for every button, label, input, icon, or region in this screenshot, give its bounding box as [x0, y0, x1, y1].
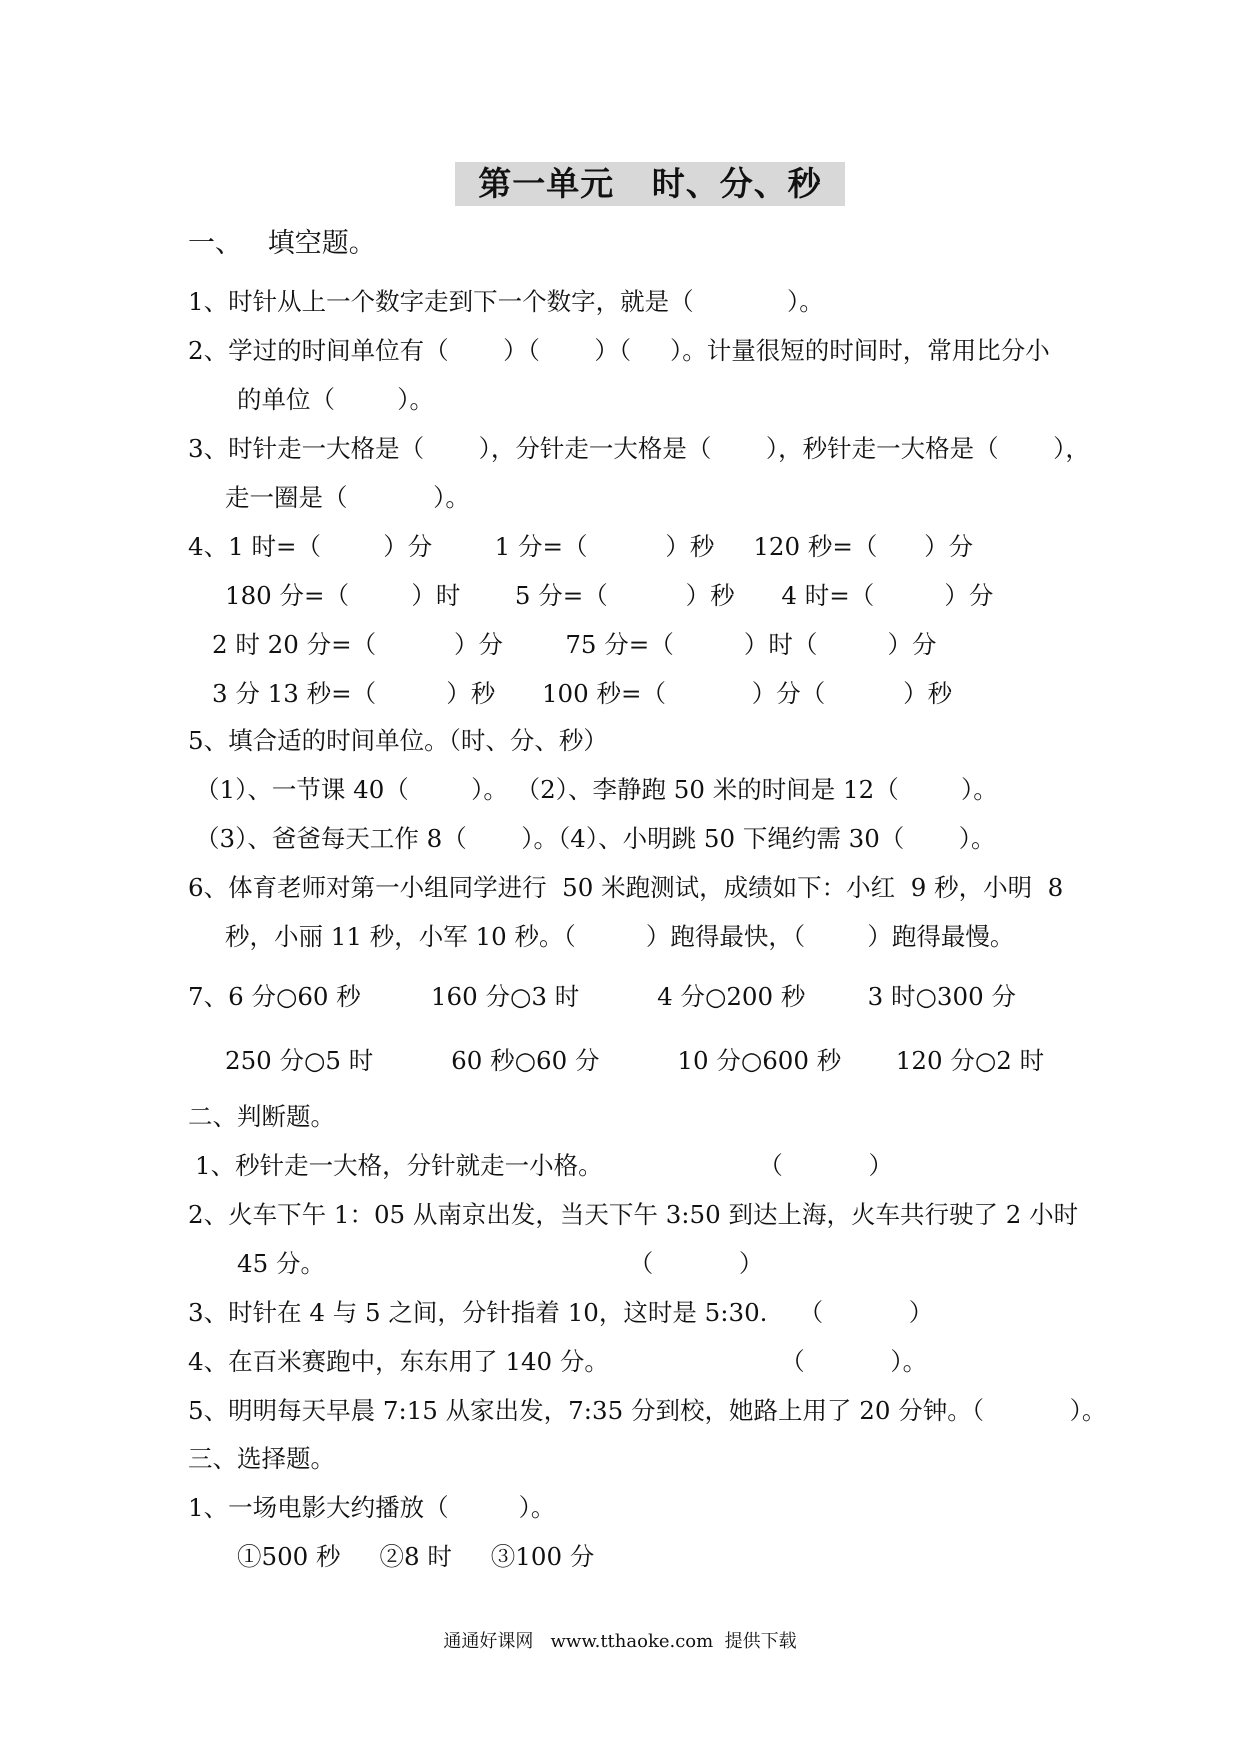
question-line: （3）、爸爸每天工作 8（ ）。（4）、小明跳 50 下绳约需 30（ ）。	[195, 824, 996, 853]
question-line: 3 分 13 秒=（ ）秒 100 秒=（ ）分（ ）秒	[212, 679, 953, 708]
question-line: 5、明明每天早晨 7:15 从家出发，7:35 分到校，她路上用了 20 分钟。（ ）。	[188, 1396, 1107, 1425]
question-line: 6、体育老师对第一小组同学进行 50 米跑测试，成绩如下：小红 9 秒，小明 8	[188, 873, 1064, 902]
question-line: 1、秒针走一大格，分针就走一小格。 （ ）	[195, 1151, 894, 1180]
question-line: 2、火车下午 1：05 从南京出发，当天下午 3:50 到达上海，火车共行驶了 2 小时	[188, 1200, 1079, 1229]
question-line: 走一圈是（ ）。	[225, 483, 470, 512]
question-line: 45 分。 （ ）	[237, 1249, 764, 1278]
answer-options: ①500 秒 ②8 时 ③100 分	[237, 1542, 595, 1571]
question-line: 250 分○5 时 60 秒○60 分 10 分○600 秒 120 分○2 时	[225, 1046, 1045, 1075]
section-heading-true-false: 二、判断题。	[188, 1102, 335, 1131]
question-line: 4、在百米赛跑中，东东用了 140 分。 （ ）。	[188, 1347, 928, 1376]
question-line: 3、时针在 4 与 5 之间，分针指着 10，这时是 5:30. （ ）	[188, 1298, 934, 1327]
question-line: （1）、一节课 40（ ）。 （2）、李静跑 50 米的时间是 12（ ）。	[195, 775, 998, 804]
question-line: 3、时针走一大格是（ ），分针走一大格是（ ），秒针走一大格是（ ），	[188, 434, 1090, 463]
question-line: 1、一场电影大约播放（ ）。	[188, 1493, 556, 1522]
question-line: 秒，小丽 11 秒，小军 10 秒。（ ）跑得最快，（ ）跑得最慢。	[225, 922, 1015, 951]
question-line: 4、1 时=（ ）分 1 分=（ ）秒 120 秒=（ ）分	[188, 532, 974, 561]
question-line: 1、时针从上一个数字走到下一个数字，就是（ ）。	[188, 287, 824, 316]
question-line: 180 分=（ ）时 5 分=（ ）秒 4 时=（ ）分	[225, 581, 994, 610]
section-heading-multiple-choice: 三、选择题。	[188, 1444, 335, 1473]
question-line: 2、学过的时间单位有（ ）（ ）（ ）。计量很短的时间时，常用比分小	[188, 336, 1050, 365]
section-heading-fill-blank: 一、 填空题。	[188, 228, 376, 259]
question-line: 2 时 20 分=（ ）分 75 分=（ ）时（ ）分	[212, 630, 937, 659]
page-title: 第一单元 时、分、秒	[455, 162, 845, 206]
question-line: 的单位（ ）。	[237, 385, 435, 414]
footer-credit: 通通好课网 www.tthaoke.com 提供下载	[443, 1631, 797, 1652]
question-line: 7、6 分○60 秒 160 分○3 时 4 分○200 秒 3 时○300 分	[188, 982, 1016, 1011]
question-line: 5、填合适的时间单位。（时、分、秒）	[188, 726, 608, 755]
